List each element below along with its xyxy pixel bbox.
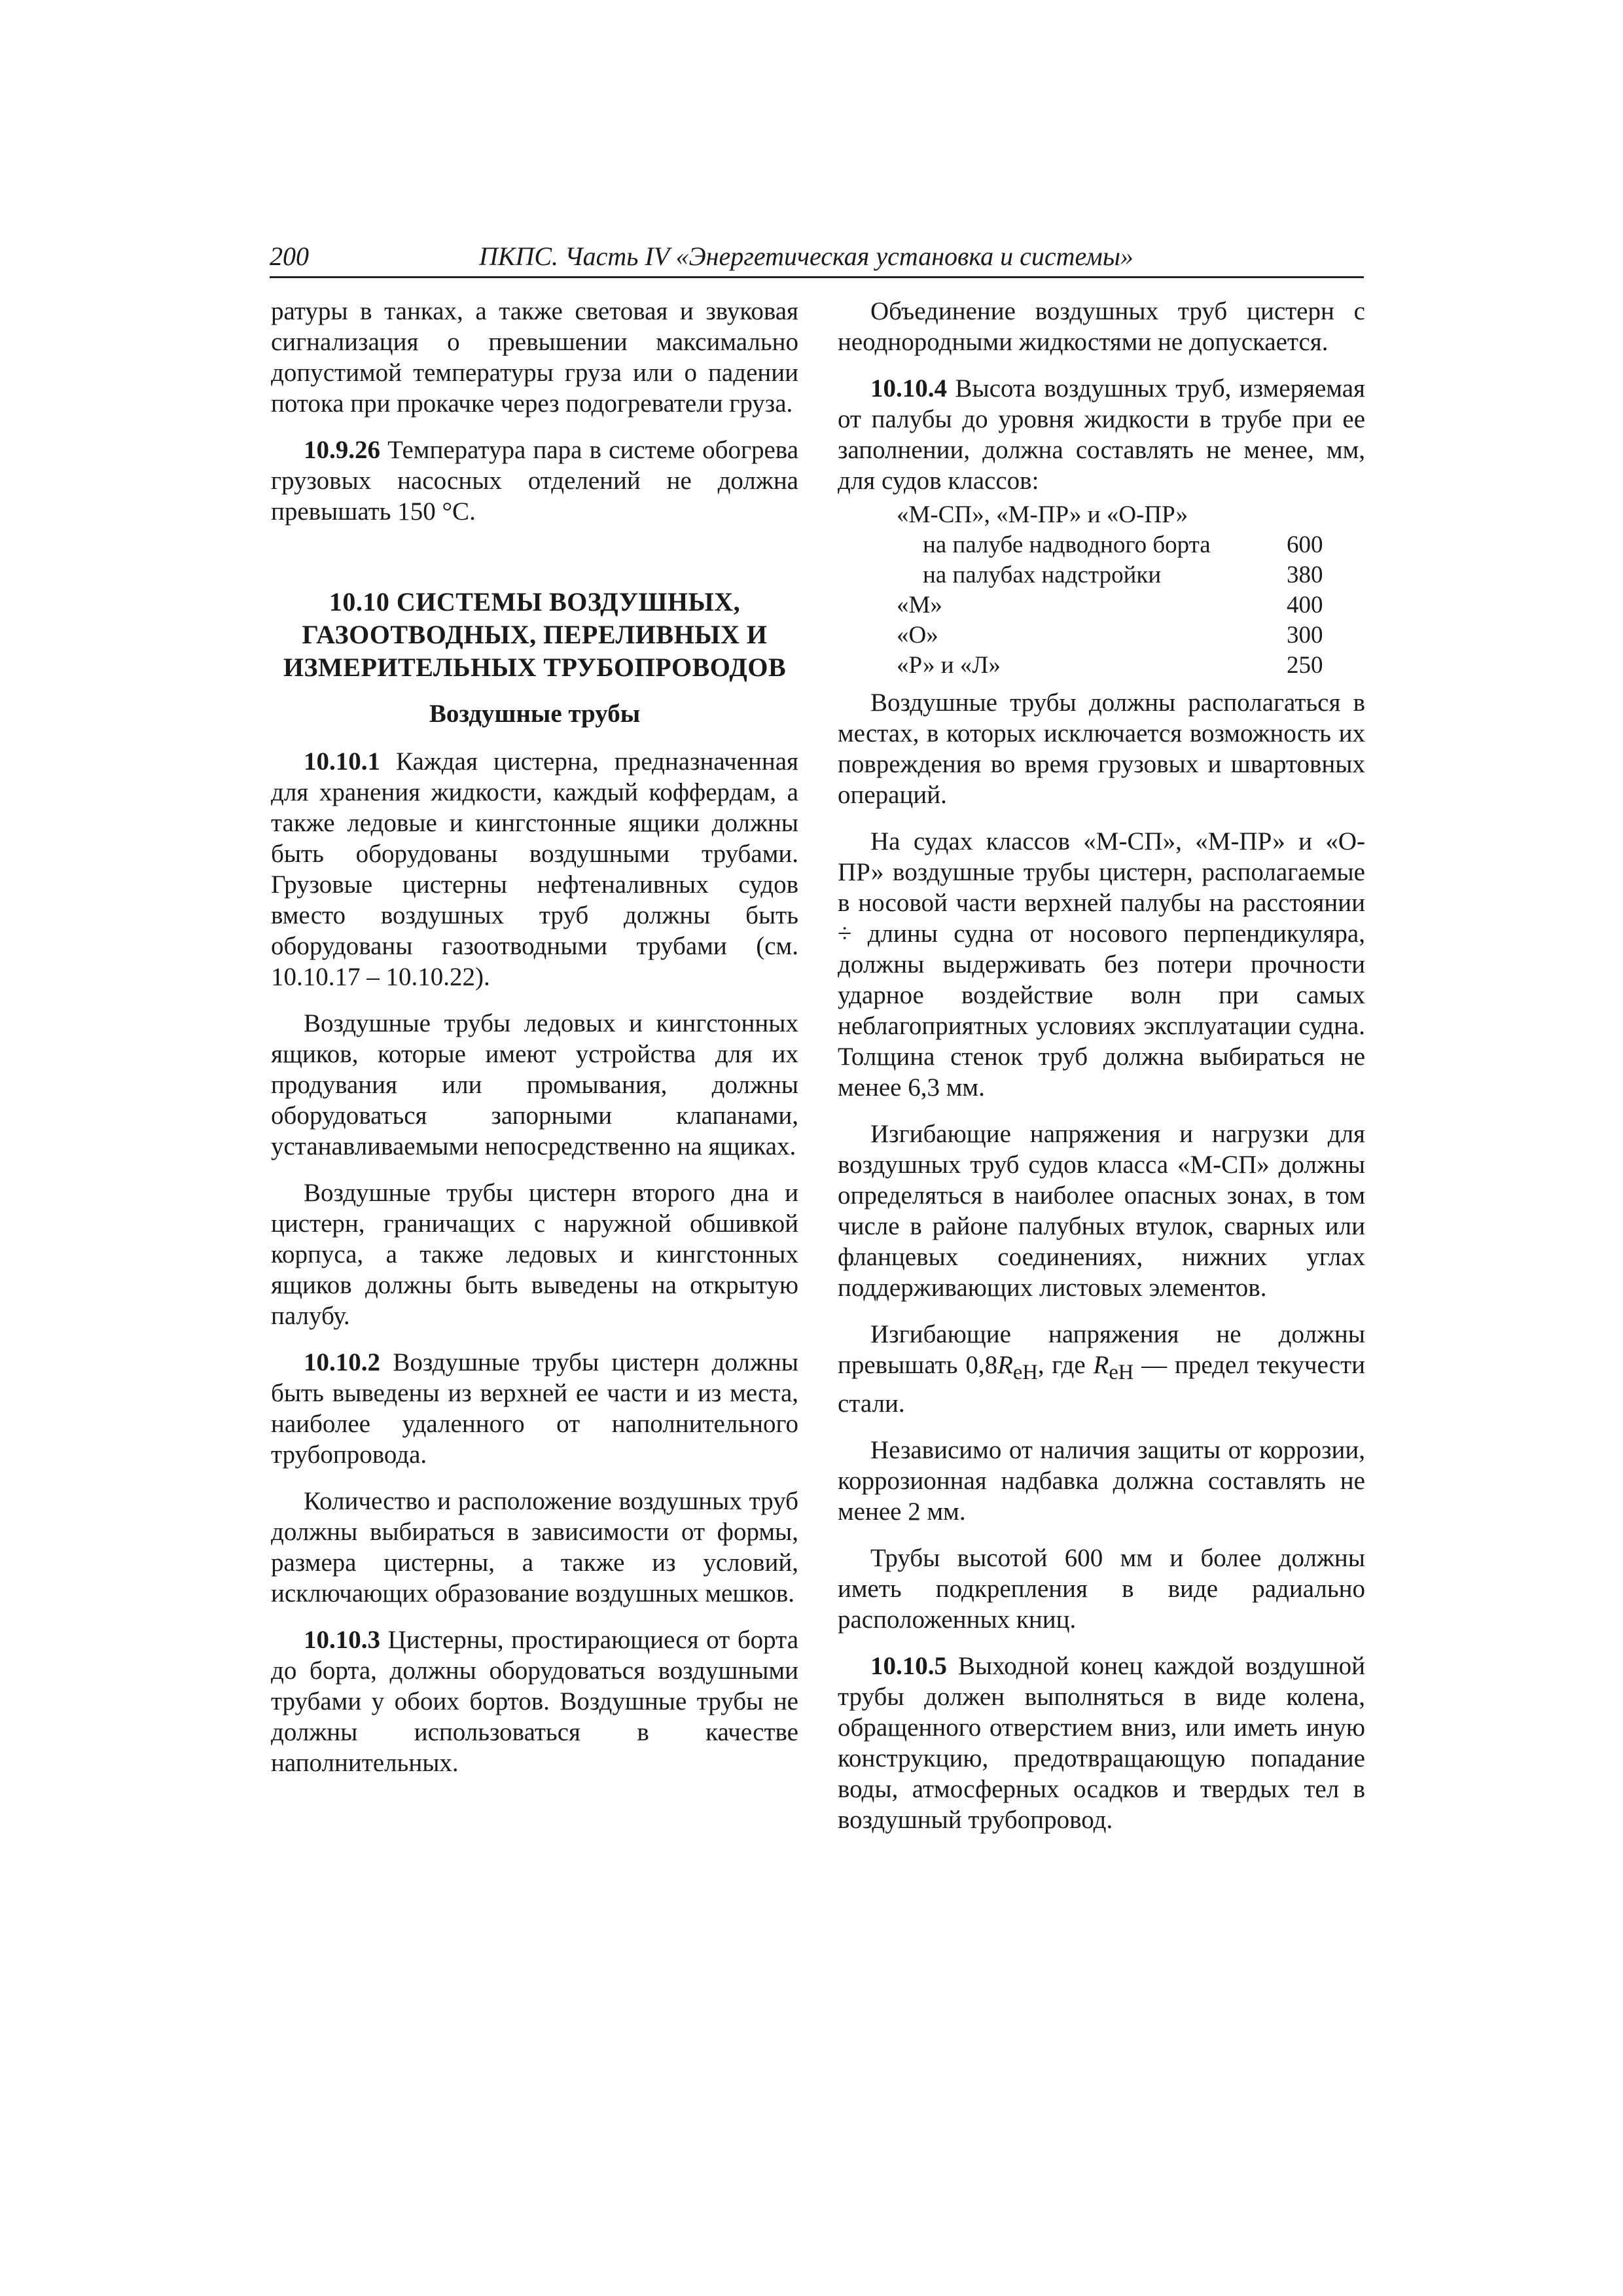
clause-text: Высота воздушных труб, измеряемая от палубы до уровня жидкости в трубе при ее заполнении, должна составлять не менее, мм, для судов классов:: [838, 374, 1365, 495]
clause-text: Цистерны, простирающиеся от борта до борта, должны оборудоваться воздушными трубами у обоих бортов. Воздушные трубы не должны использоваться в качестве наполнительных.: [271, 1626, 798, 1777]
paragraph-reinforce: Трубы высотой 600 мм и более должны иметь подкрепления в виде радиально расположенных книц.: [838, 1543, 1365, 1634]
row-value: 600: [1287, 531, 1323, 558]
row-value: 250: [1287, 652, 1323, 679]
left-column: [271, 296, 798, 1794]
section-heading: [271, 586, 798, 684]
table-row: [838, 500, 1365, 530]
table-row: [838, 651, 1365, 681]
row-label: на палубе надводного борта: [923, 531, 1211, 558]
row-label: «М»: [897, 592, 942, 619]
row-label: «Р» и «Л»: [897, 652, 1001, 679]
paragraph-10-10-4: [838, 373, 1365, 496]
clause-number: 10.10.4: [870, 374, 947, 403]
paragraph-10-10-2: [271, 1347, 798, 1470]
row-value: 400: [1287, 592, 1323, 619]
row-label: на палубах надстройки: [923, 562, 1162, 588]
paragraph-10-9-26: [271, 435, 798, 527]
table-row: [838, 560, 1365, 590]
stress-text: — предел текучести стали.: [838, 1351, 1365, 1418]
clause-text: Каждая цистерна, предназначенная для хранения жидкости, каждый коффердам, а также ледовые и кингстонные ящики должны быть оборудованы воздушными трубами. Грузовые цистерны нефтеналивных судов вместо воздушных труб должны быть оборудованы газоотводными трубами (см. 10.10.17 – 10.10.22).: [271, 747, 798, 991]
table-row: [838, 620, 1365, 651]
paragraph-classes: На судах классов «М-СП», «М-ПР» и «О-ПР» воздушные трубы цистерн, располагаемые в носовой части верхней палубы на расстоянии ÷ длины судна от носового перпендикуляра, должны выдерживать без потери прочности ударное воздействие волн при самых неблагоприятных условиях эксплуатации судна. Толщина стенок труб должна выбираться не менее 6,3 мм.: [838, 827, 1365, 1102]
stress-symbol: R: [1093, 1351, 1109, 1379]
paragraph-double-bottom: Воздушные трубы цистерн второго дна и цистерн, граничащих с наружной обшивкой корпуса, а также ледовых и кингстонных ящиков должны быть выведены на открытую палубу.: [271, 1179, 798, 1330]
clause-number: 10.10.1: [304, 747, 380, 776]
row-value: 380: [1287, 562, 1323, 588]
clause-number: 10.9.26: [304, 436, 380, 464]
paragraph-combining: Объединение воздушных труб цистерн с неоднородными жидкостями не допускается.: [838, 297, 1365, 356]
subheading: Воздушные трубы: [429, 700, 641, 728]
clause-text: Выходной конец каждой воздушной трубы должен выполняться в виде колена, обращенного отверстием вниз, или иметь иную конструкцию, предотвращающую попадание воды, атмосферных осадков и твердых тел в воздушный трубопровод.: [838, 1651, 1365, 1834]
page-number: 200: [270, 242, 309, 271]
stress-subscript: eH: [1109, 1360, 1134, 1384]
right-column: [838, 296, 1365, 1851]
stress-subscript: eH: [1012, 1360, 1038, 1384]
paragraph-10-10-3: [271, 1624, 798, 1778]
section-heading-line: 10.10 СИСТЕМЫ ВОЗДУШНЫХ,: [329, 587, 741, 617]
row-value: 300: [1287, 622, 1323, 649]
table-row: [838, 590, 1365, 620]
group-label: «М-СП», «М-ПР» и «О-ПР»: [897, 501, 1188, 528]
running-title: ПКПС. Часть IV «Энергетическая установка и системы»: [479, 242, 1133, 271]
stress-text: , где: [1037, 1351, 1094, 1379]
section-heading-line: ИЗМЕРИТЕЛЬНЫХ ТРУБОПРОВОДОВ: [283, 653, 787, 682]
stress-symbol: R: [997, 1351, 1013, 1379]
paragraph-stress: [838, 1319, 1365, 1419]
paragraph-quantity: Количество и расположение воздушных труб должны выбираться в зависимости от формы, размера цистерны, а также из условий, исключающих образование воздушных мешков.: [271, 1487, 798, 1607]
clause-number: 10.10.5: [870, 1651, 947, 1680]
clause-number: 10.10.3: [304, 1626, 380, 1654]
table-row: [838, 530, 1365, 560]
heights-table: [838, 500, 1365, 681]
clause-text: Температура пара в системе обогрева грузовых насосных отделений не должна превышать 150 °C.: [271, 436, 798, 526]
paragraph-10-10-5: [838, 1651, 1365, 1835]
row-label: «О»: [897, 622, 938, 649]
page-header: [270, 237, 1364, 278]
paragraph-continuation: ратуры в танках, а также световая и звуковая сигнализация о превышении максимально допустимой температуры груза или о падении потока при прокачке через подогреватели груза.: [271, 297, 798, 418]
paragraph-ice-boxes: Воздушные трубы ледовых и кингстонных ящиков, которые имеют устройства для их продувания или промывания, должны оборудоваться запорными клапанами, устанавливаемыми непосредственно на ящиках.: [271, 1009, 798, 1160]
paragraph-10-10-1: [271, 746, 798, 992]
paragraph-corrosion: Независимо от наличия защиты от коррозии, коррозионная надбавка должна составлять не менее 2 мм.: [838, 1435, 1365, 1526]
clause-number: 10.10.2: [304, 1348, 380, 1376]
clause-text: Воздушные трубы цистерн должны быть выведены из верхней ее части и из места, наиболее удаленного от наполнительного трубопровода.: [271, 1348, 798, 1469]
stress-text: Изгибающие напряжения не должны превышать 0,8: [838, 1320, 1365, 1379]
paragraph-location: Воздушные трубы должны располагаться в местах, в которых исключается возможность их повреждения во время грузовых и швартовных операций.: [838, 689, 1365, 809]
section-heading-line: ГАЗООТВОДНЫХ, ПЕРЕЛИВНЫХ И: [302, 620, 768, 649]
paragraph-bending: Изгибающие напряжения и нагрузки для воздушных труб судов класса «М-СП» должны определяться в наиболее опасных зонах, в том числе в районе палубных втулок, сварных или фланцевых соединениях, нижних углах поддерживающих листовых элементов.: [838, 1120, 1365, 1302]
